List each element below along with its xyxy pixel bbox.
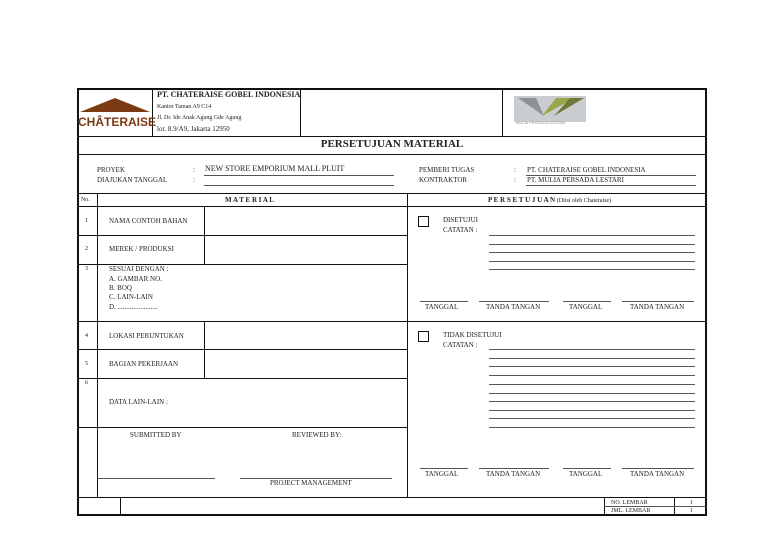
rejected-note-line-6[interactable]	[489, 393, 695, 394]
diajukan-label: DIAJUKAN TANGGAL	[97, 176, 168, 184]
company-name: PT. CHATERAISE GOBEL INDONESIA	[157, 90, 301, 99]
approved-tanda-tangan-1: TANDA TANGAN	[486, 303, 541, 311]
company-address-2: Jl. Dr. Ide Anak Agung Gde Agung	[157, 115, 242, 121]
approved-tanggal-2: TANGGAL	[569, 303, 603, 311]
kontraktor-value: PT. MULIA PERSADA LESTARI	[527, 176, 624, 184]
kontraktor-underline	[526, 185, 696, 186]
kontraktor-colon: :	[514, 176, 516, 184]
approved-note-line-3[interactable]	[489, 252, 695, 253]
persetujuan-header-title: P E R S E T U J U A N	[488, 196, 556, 204]
col-approval-divider	[407, 193, 408, 498]
approved-tanggal-1: TANGGAL	[425, 303, 459, 311]
pemberi-tugas-label: PEMBERI TUGAS	[419, 166, 475, 174]
rejected-tanggal-2: TANGGAL	[569, 470, 603, 478]
submitted-signature-line	[97, 478, 215, 479]
rejected-note-line-9[interactable]	[489, 418, 695, 419]
row-line-1	[78, 235, 407, 236]
sesuai-option-a: A. GAMBAR NO.	[109, 275, 162, 283]
rejected-note-line-7[interactable]	[489, 401, 695, 402]
header-divider-right	[502, 89, 503, 136]
persetujuan-header-note: (Diisi oleh Chateraise)	[556, 198, 612, 204]
rejected-tanda-tangan-1: TANDA TANGAN	[486, 470, 541, 478]
form-title: PERSETUJUAN MATERIAL	[320, 138, 464, 150]
approved-note-line-4[interactable]	[489, 261, 695, 262]
row-line-3	[78, 321, 706, 322]
rejected-note-line-3[interactable]	[489, 366, 695, 367]
proyek-value: NEW STORE EMPORIUM MALL PLUIT	[205, 164, 345, 173]
row-2-label: MEREK / PRODUKSI	[109, 245, 174, 253]
rejected-note-line-5[interactable]	[489, 384, 695, 385]
form-frame	[77, 88, 707, 516]
proyek-colon: :	[193, 166, 195, 174]
row-6-no: 6	[85, 380, 88, 386]
submitted-by-label: SUBMITTED BY	[130, 431, 182, 439]
row-4-label: LOKASI PERUNTUKAN	[109, 332, 184, 340]
rejected-checkbox[interactable]	[418, 331, 429, 342]
approved-label: DISETUJUI	[443, 216, 478, 224]
footer-col-divider-1	[120, 497, 121, 515]
approved-tanda-tangan-2: TANDA TANGAN	[630, 303, 685, 311]
pemberi-tugas-value: PT. CHATERAISE GOBEL INDONESIA	[527, 166, 646, 174]
company-address-1: Kantor Taman A9 C14	[157, 104, 212, 110]
approved-tanggal-line-2[interactable]	[563, 301, 611, 302]
row-5-label: BAGIAN PEKERJAAN	[109, 360, 179, 368]
row-line-5	[78, 378, 407, 379]
table-header-line	[78, 206, 706, 207]
rejected-tanggal-1: TANGGAL	[425, 470, 459, 478]
row-5-no: 5	[85, 361, 88, 367]
diajukan-colon: :	[193, 176, 195, 184]
footer-top-line	[78, 497, 706, 498]
row-1-label: NAMA CONTOH BAHAN	[109, 217, 188, 225]
chateraise-roof-logo	[80, 98, 150, 114]
approved-note-line-5[interactable]	[489, 269, 695, 270]
rejected-ttd-line-2[interactable]	[622, 468, 694, 469]
project-management-label: PROJECT MANAGEMENT	[270, 479, 352, 487]
rejected-note-line-4[interactable]	[489, 375, 695, 376]
rejected-tanda-tangan-2: TANDA TANGAN	[630, 470, 685, 478]
approved-checkbox[interactable]	[418, 216, 429, 227]
rejected-catatan-label: CATATAN :	[443, 341, 478, 349]
rejected-tanggal-line-1[interactable]	[420, 468, 468, 469]
chateraise-logo-text: CHÂTERAISE	[78, 115, 157, 129]
approved-tanggal-line-1[interactable]	[420, 301, 468, 302]
approved-note-line-1[interactable]	[489, 235, 695, 236]
row-3-label: SESUAI DENGAN :	[109, 265, 169, 273]
kontraktor-label: KONTRAKTOR	[419, 176, 468, 184]
col-no-divider	[97, 193, 98, 498]
row-6-label: DATA LAIN-LAIN :	[109, 398, 168, 406]
row-1-no: 1	[85, 218, 88, 224]
no-header: No.	[81, 197, 90, 203]
info-bottom-line	[78, 193, 706, 194]
no-lembar-value: 1	[690, 500, 693, 506]
header-bottom-line	[78, 136, 706, 137]
jml-lembar-label: JML. LEMBAR	[611, 508, 651, 514]
approved-ttd-line-1[interactable]	[479, 301, 549, 302]
rejected-ttd-line-1[interactable]	[479, 468, 549, 469]
partner-logo-text: MULIA PERSADA LESTARI	[516, 120, 566, 125]
rejected-label: TIDAK DISETUJUI	[443, 331, 502, 339]
reviewed-by-label: REVIEWED BY:	[292, 431, 342, 439]
approved-catatan-label: CATATAN :	[443, 226, 478, 234]
row-line-4	[78, 349, 407, 350]
sesuai-option-d: D. .......................	[109, 303, 158, 311]
company-address-3: lot. 8.9/A9, Jakarta 12950	[157, 125, 230, 133]
rejected-note-line-10[interactable]	[489, 427, 695, 428]
material-header: M A T E R I A L	[225, 196, 274, 204]
approved-ttd-line-2[interactable]	[622, 301, 694, 302]
title-bottom-line	[78, 154, 706, 155]
sesuai-option-c: C. LAIN-LAIN	[109, 293, 153, 301]
footer-mid-line	[604, 506, 706, 507]
jml-lembar-value: 1	[690, 508, 693, 514]
rejected-note-line-1[interactable]	[489, 349, 695, 350]
row-line-6	[78, 427, 407, 428]
proyek-label: PROYEK	[97, 166, 126, 174]
rejected-tanggal-line-2[interactable]	[563, 468, 611, 469]
rejected-note-line-8[interactable]	[489, 410, 695, 411]
diajukan-underline	[204, 185, 394, 186]
pemberi-colon: :	[514, 166, 516, 174]
approved-note-line-2[interactable]	[489, 244, 695, 245]
row-3-no: 3	[85, 266, 88, 272]
sesuai-option-b: B. BOQ	[109, 284, 132, 292]
rejected-note-line-2[interactable]	[489, 358, 695, 359]
proyek-underline	[204, 175, 394, 176]
mulia-persada-logo	[514, 96, 586, 122]
no-lembar-label: NO. LEMBAR	[611, 500, 648, 506]
row-2-no: 2	[85, 246, 88, 252]
row-4-no: 4	[85, 333, 88, 339]
persetujuan-header	[488, 197, 611, 204]
